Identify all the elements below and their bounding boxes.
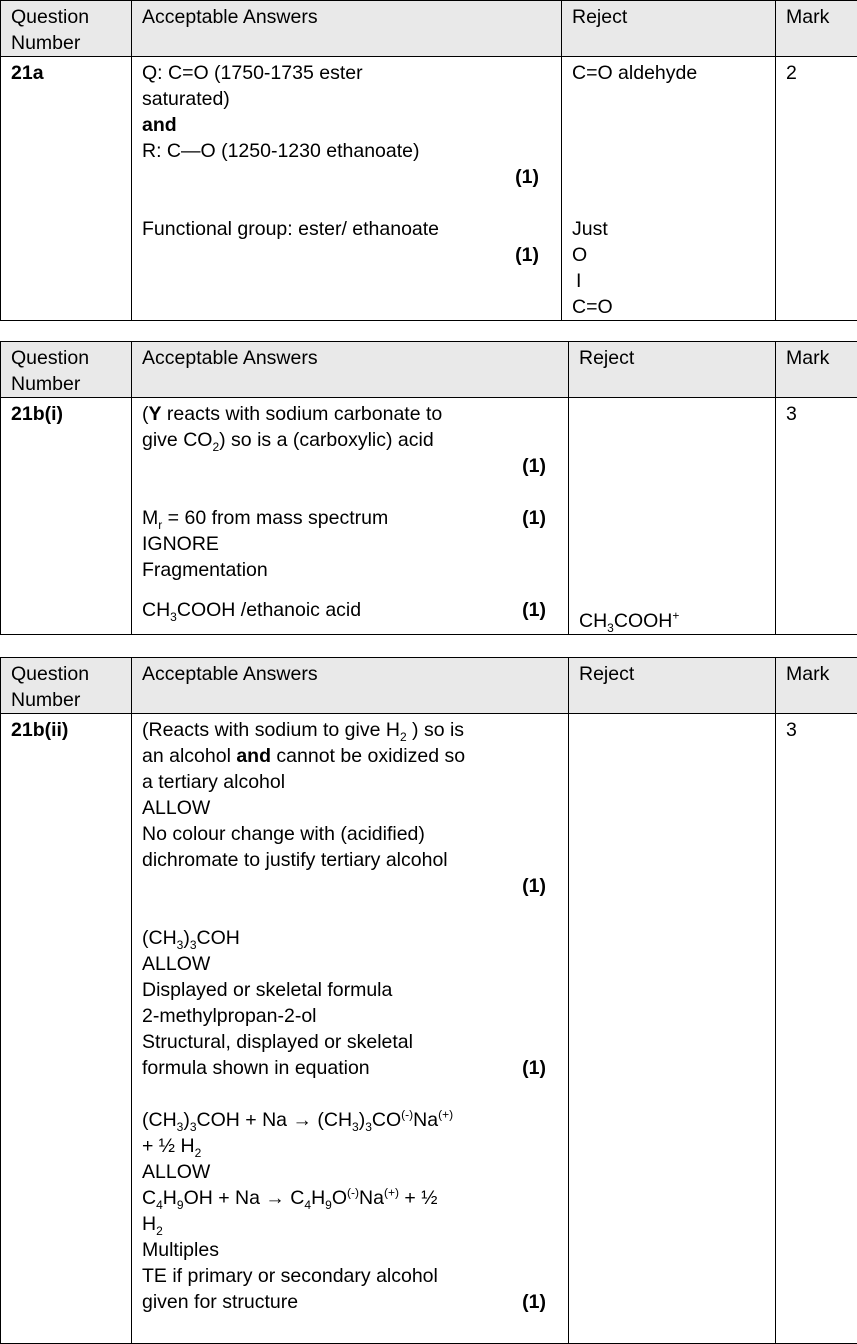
question-number: 21b(i) [1, 398, 132, 635]
mark-point: (1) [522, 1289, 546, 1315]
header-reject: Reject [569, 658, 776, 714]
header-mark: Mark [776, 1, 857, 57]
header-reject: Reject [569, 342, 776, 398]
mark-point: (1) [522, 597, 546, 623]
mark-point: (1) [522, 505, 546, 531]
question-21bii-table [0, 657, 857, 1344]
reject-cell: $CH_3COOH^+$ [569, 398, 776, 635]
answer-row [1, 57, 857, 321]
header-acceptable-answers: Acceptable Answers [132, 342, 569, 398]
mark-point: (1) [142, 242, 551, 268]
mark-point: (1) [142, 164, 551, 190]
mark-cell: 3 [776, 714, 857, 1344]
header-row [1, 342, 857, 398]
acceptable-answers-cell: (Reacts with sodium to give $H_2$ ) so is an alcohol and cannot be oxidized so a tertiary alcohol ALLOW No colour change with (acidified) dichromate to justify tertiary alcohol (1) $(CH_3)_3COH$ ALLOW Displayed or skeletal formula 2-methylpropan-2-ol Structural, displayed or skeletal formula shown in equation (1) $(CH_3)_3COH + Na \to (CH_3)_3CO^{(-)}Na^{(+)}$ + ½ $H_2$ ALLOW $C_4H_9OH + Na \to C_4H_9O^{(-)}Na^{(+)}$ + ½ $H_2$ Multiples TE if primary or secondary alcohol given for structure (1) [132, 714, 569, 1344]
header-question-number: Question Number [1, 1, 132, 57]
mark-point: (1) [142, 453, 558, 479]
question-21a-table [0, 0, 857, 321]
reject-cell: C=O aldehyde Just O I C=O [562, 57, 776, 321]
header-mark: Mark [776, 658, 857, 714]
answer-row [1, 398, 857, 635]
answer-row [1, 714, 857, 1344]
question-number: 21a [1, 57, 132, 321]
mark-point: (1) [522, 1055, 546, 1081]
header-question-number: Question Number [1, 342, 132, 398]
question-number: 21b(ii) [1, 714, 132, 1344]
header-acceptable-answers: Acceptable Answers [132, 658, 569, 714]
header-mark: Mark [776, 342, 857, 398]
header-reject: Reject [562, 1, 776, 57]
reject-cell [569, 714, 776, 1344]
header-row [1, 1, 857, 57]
mark-point: (1) [142, 873, 558, 899]
mark-cell: 2 [776, 57, 857, 321]
question-21bi-table [0, 341, 857, 635]
mark-cell: 3 [776, 398, 857, 635]
header-acceptable-answers: Acceptable Answers [132, 1, 562, 57]
header-row [1, 658, 857, 714]
header-question-number: Question Number [1, 658, 132, 714]
acceptable-answers-cell: (Y reacts with sodium carbonate to give $CO_2$) so is a (carboxylic) acid (1) $M_r = 60$ from mass spectrum (1) IGNORE Fragmentation $CH_3COOH$ /ethanoic acid (1) [132, 398, 569, 635]
acceptable-answers-cell: Q: C=O (1750-1735 ester saturated) and R: C—O (1250-1230 ethanoate) (1) Functional group: ester/ ethanoate (1) [132, 57, 562, 321]
